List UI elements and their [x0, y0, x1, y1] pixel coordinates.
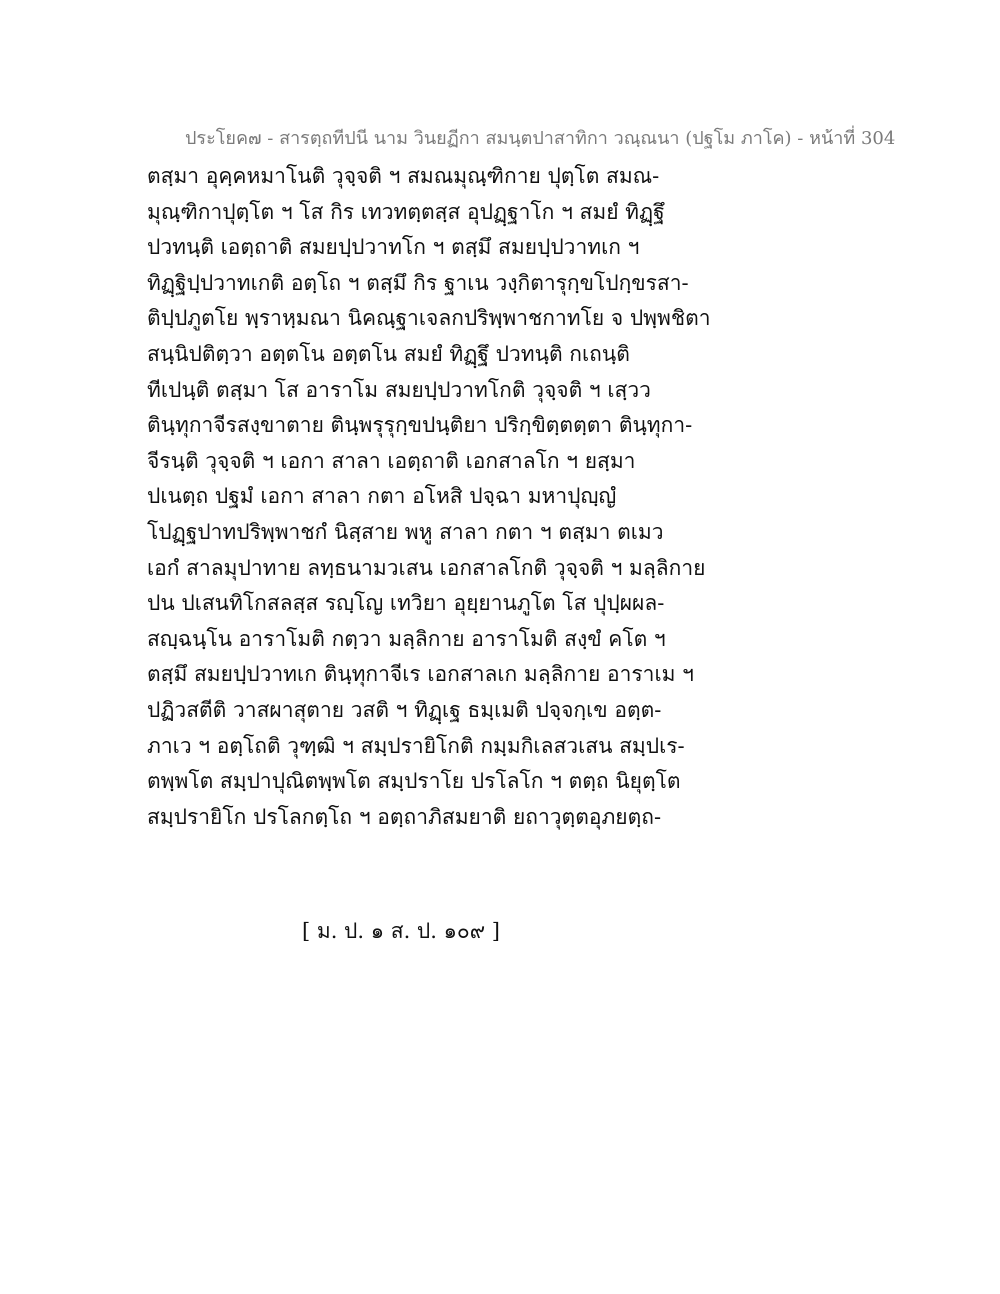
text-line: เอกํ สาลมุปาทาย ลทฺธนามวเสน เอกสาลโกติ วุจฺจติ ฯ มลฺลิกาย: [147, 555, 706, 580]
text-line: จีรนฺติ วุจฺจติ ฯ เอกา สาลา เอตฺถาติ เอกสาลโก ฯ ยสฺมา: [147, 448, 636, 473]
text-line: ตพฺพโต สมฺปาปุณิตพฺพโต สมฺปราโย ปรโลโก ฯ ตตฺถ นิยุตฺโต: [147, 769, 681, 794]
text-line: ตสฺมึ สมยปฺปวาทเก ตินฺทุกาจีเร เอกสาลเก มลฺลิกาย อาราเม ฯ: [147, 662, 694, 687]
body-text: [147, 159, 711, 835]
text-line: สญฺฉนฺโน อาราโมติ กตฺวา มลฺลิกาย อาราโมติ สงฺขํ คโต ฯ: [147, 626, 666, 651]
text-line: ปฏิวสตีติ วาสผาสุตาย วสติ ฯ ทิฏฺเฐ ธมฺเมติ ปจฺจกฺเข อตฺต-: [147, 697, 662, 722]
text-line: สนฺนิปติตฺวา อตฺตโน อตฺตโน สมยํ ทิฏฺฐึ ปวทนฺติ กเถนฺติ: [147, 341, 630, 366]
text-line: มุณฺฑิกาปุตฺโต ฯ โส กิร เทวทตฺตสฺส อุปฏฺฐาโก ฯ สมยํ ทิฏฺฐึ: [147, 199, 665, 224]
text-line: ปวทนฺติ เอตฺถาติ สมยปฺปวาทโก ฯ ตสฺมึ สมยปฺปวาทเก ฯ: [147, 235, 640, 260]
text-line: โปฏฺฐปาทปริพฺพาชกํ นิสฺสาย พหู สาลา กตา ฯ ตสฺมา ตเมว: [147, 519, 664, 544]
text-line: ทิฏฺฐิปฺปวาทเกติ อตฺโถ ฯ ตสฺมึ กิร ฐาเน วงฺกิตารุกฺขโปกฺขรสา-: [147, 270, 689, 295]
text-line: ปเนตฺถ ปฐมํ เอกา สาลา กตา อโหสิ ปจฺฉา มหาปุญฺญํ: [147, 484, 617, 509]
text-line: สมฺปรายิโก ปรโลกตฺโถ ฯ อตฺถาภิสมยาติ ยถาวุตฺตอุภยตฺถ-: [147, 804, 662, 829]
text-line: ทีเปนฺติ ตสฺมา โส อาราโม สมยปฺปวาทโกติ วุจฺจติ ฯ เสฺวว: [147, 377, 651, 402]
text-line: ภาเว ฯ อตฺโถติ วุฑฺฒิ ฯ สมฺปรายิโกติ กมฺมกิเลสวเสน สมฺปเร-: [147, 733, 685, 758]
running-header: ประโยค๗ - สารตฺถทีปนี นาม วินยฏีกา สมนฺตปาสาทิกา วณฺณนา (ปฐโม ภาโค) - หน้าที่ 304: [185, 128, 896, 149]
text-line: ตินฺทุกาจีรสงฺขาตาย ตินฺพรุรุกฺขปนฺติยา ปริกฺขิตฺตตฺตา ตินฺทุกา-: [147, 413, 693, 438]
page-reference-footnote: [ ม. ป. ๑ ส. ป. ๑๐๙ ]: [302, 919, 500, 943]
text-line: ปน ปเสนทิโกสลสฺส รญฺโญ เทวิยา อุยฺยานภูโต โส ปุปฺผผล-: [147, 591, 665, 616]
text-line: ติปฺปภูตโย พฺราหฺมณา นิคณฺฐาเจลกปริพฺพาชกาทโย จ ปพฺพชิตา: [147, 306, 711, 331]
text-line: ตสฺมา อุคฺคหมาโนติ วุจฺจติ ฯ สมณมุณฺฑิกาย ปุตฺโต สมณ-: [147, 164, 660, 188]
